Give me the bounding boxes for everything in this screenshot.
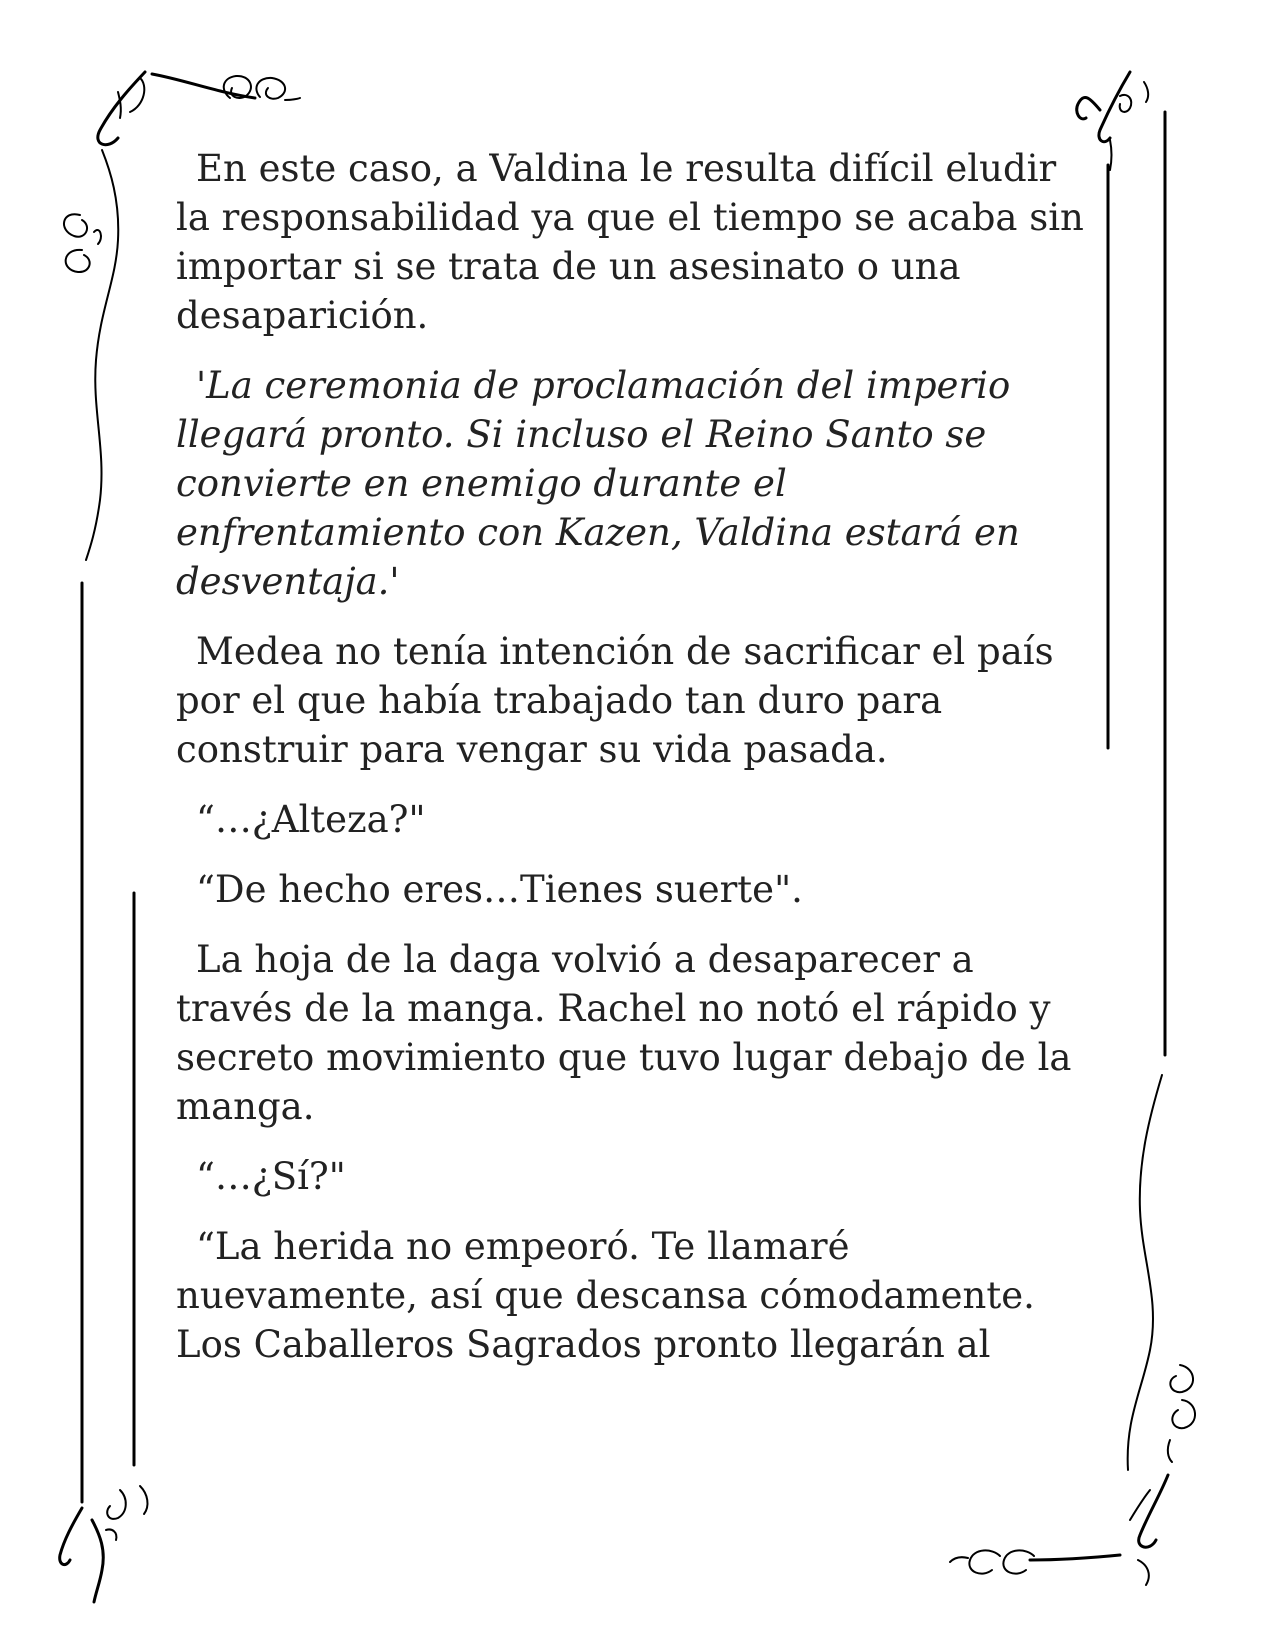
paragraph: La hoja de la daga volvió a desaparecer a través de la manga. Rachel no notó el rápido y secreto movimiento que tuvo lugar debajo de la manga.	[176, 938, 1072, 1128]
italic-thought-paragraph: 'La ceremonia de proclamación del imperio llegará pronto. Si incluso el Reino Santo se convierte en enemigo durante el enfrentamiento con Kazen, Valdina estará en desventaja.'	[176, 364, 1020, 603]
dialogue-line: “…¿Sí?"	[196, 1155, 346, 1198]
top-right-flourish	[1077, 72, 1148, 170]
dialogue-line: “De hecho eres…Tienes suerte".	[196, 868, 803, 911]
bottom-left-flourish	[60, 1486, 148, 1602]
dialogue-line: “…¿Alteza?"	[196, 798, 426, 841]
dialogue-line: “La herida no empeoró. Te llamaré nuevamente, así que descansa cómodamente. Los Caballeros Sagrados pronto llegarán al	[176, 1225, 1035, 1366]
paragraph: En este caso, a Valdina le resulta difícil eludir la responsabilidad ya que el tiempo se acaba sin importar si se trata de un asesinato o una desaparición.	[176, 147, 1084, 337]
paragraph: Medea no tenía intención de sacrificar el país por el que había trabajado tan duro para construir para vengar su vida pasada.	[176, 630, 1054, 771]
body-text	[176, 144, 1086, 1390]
